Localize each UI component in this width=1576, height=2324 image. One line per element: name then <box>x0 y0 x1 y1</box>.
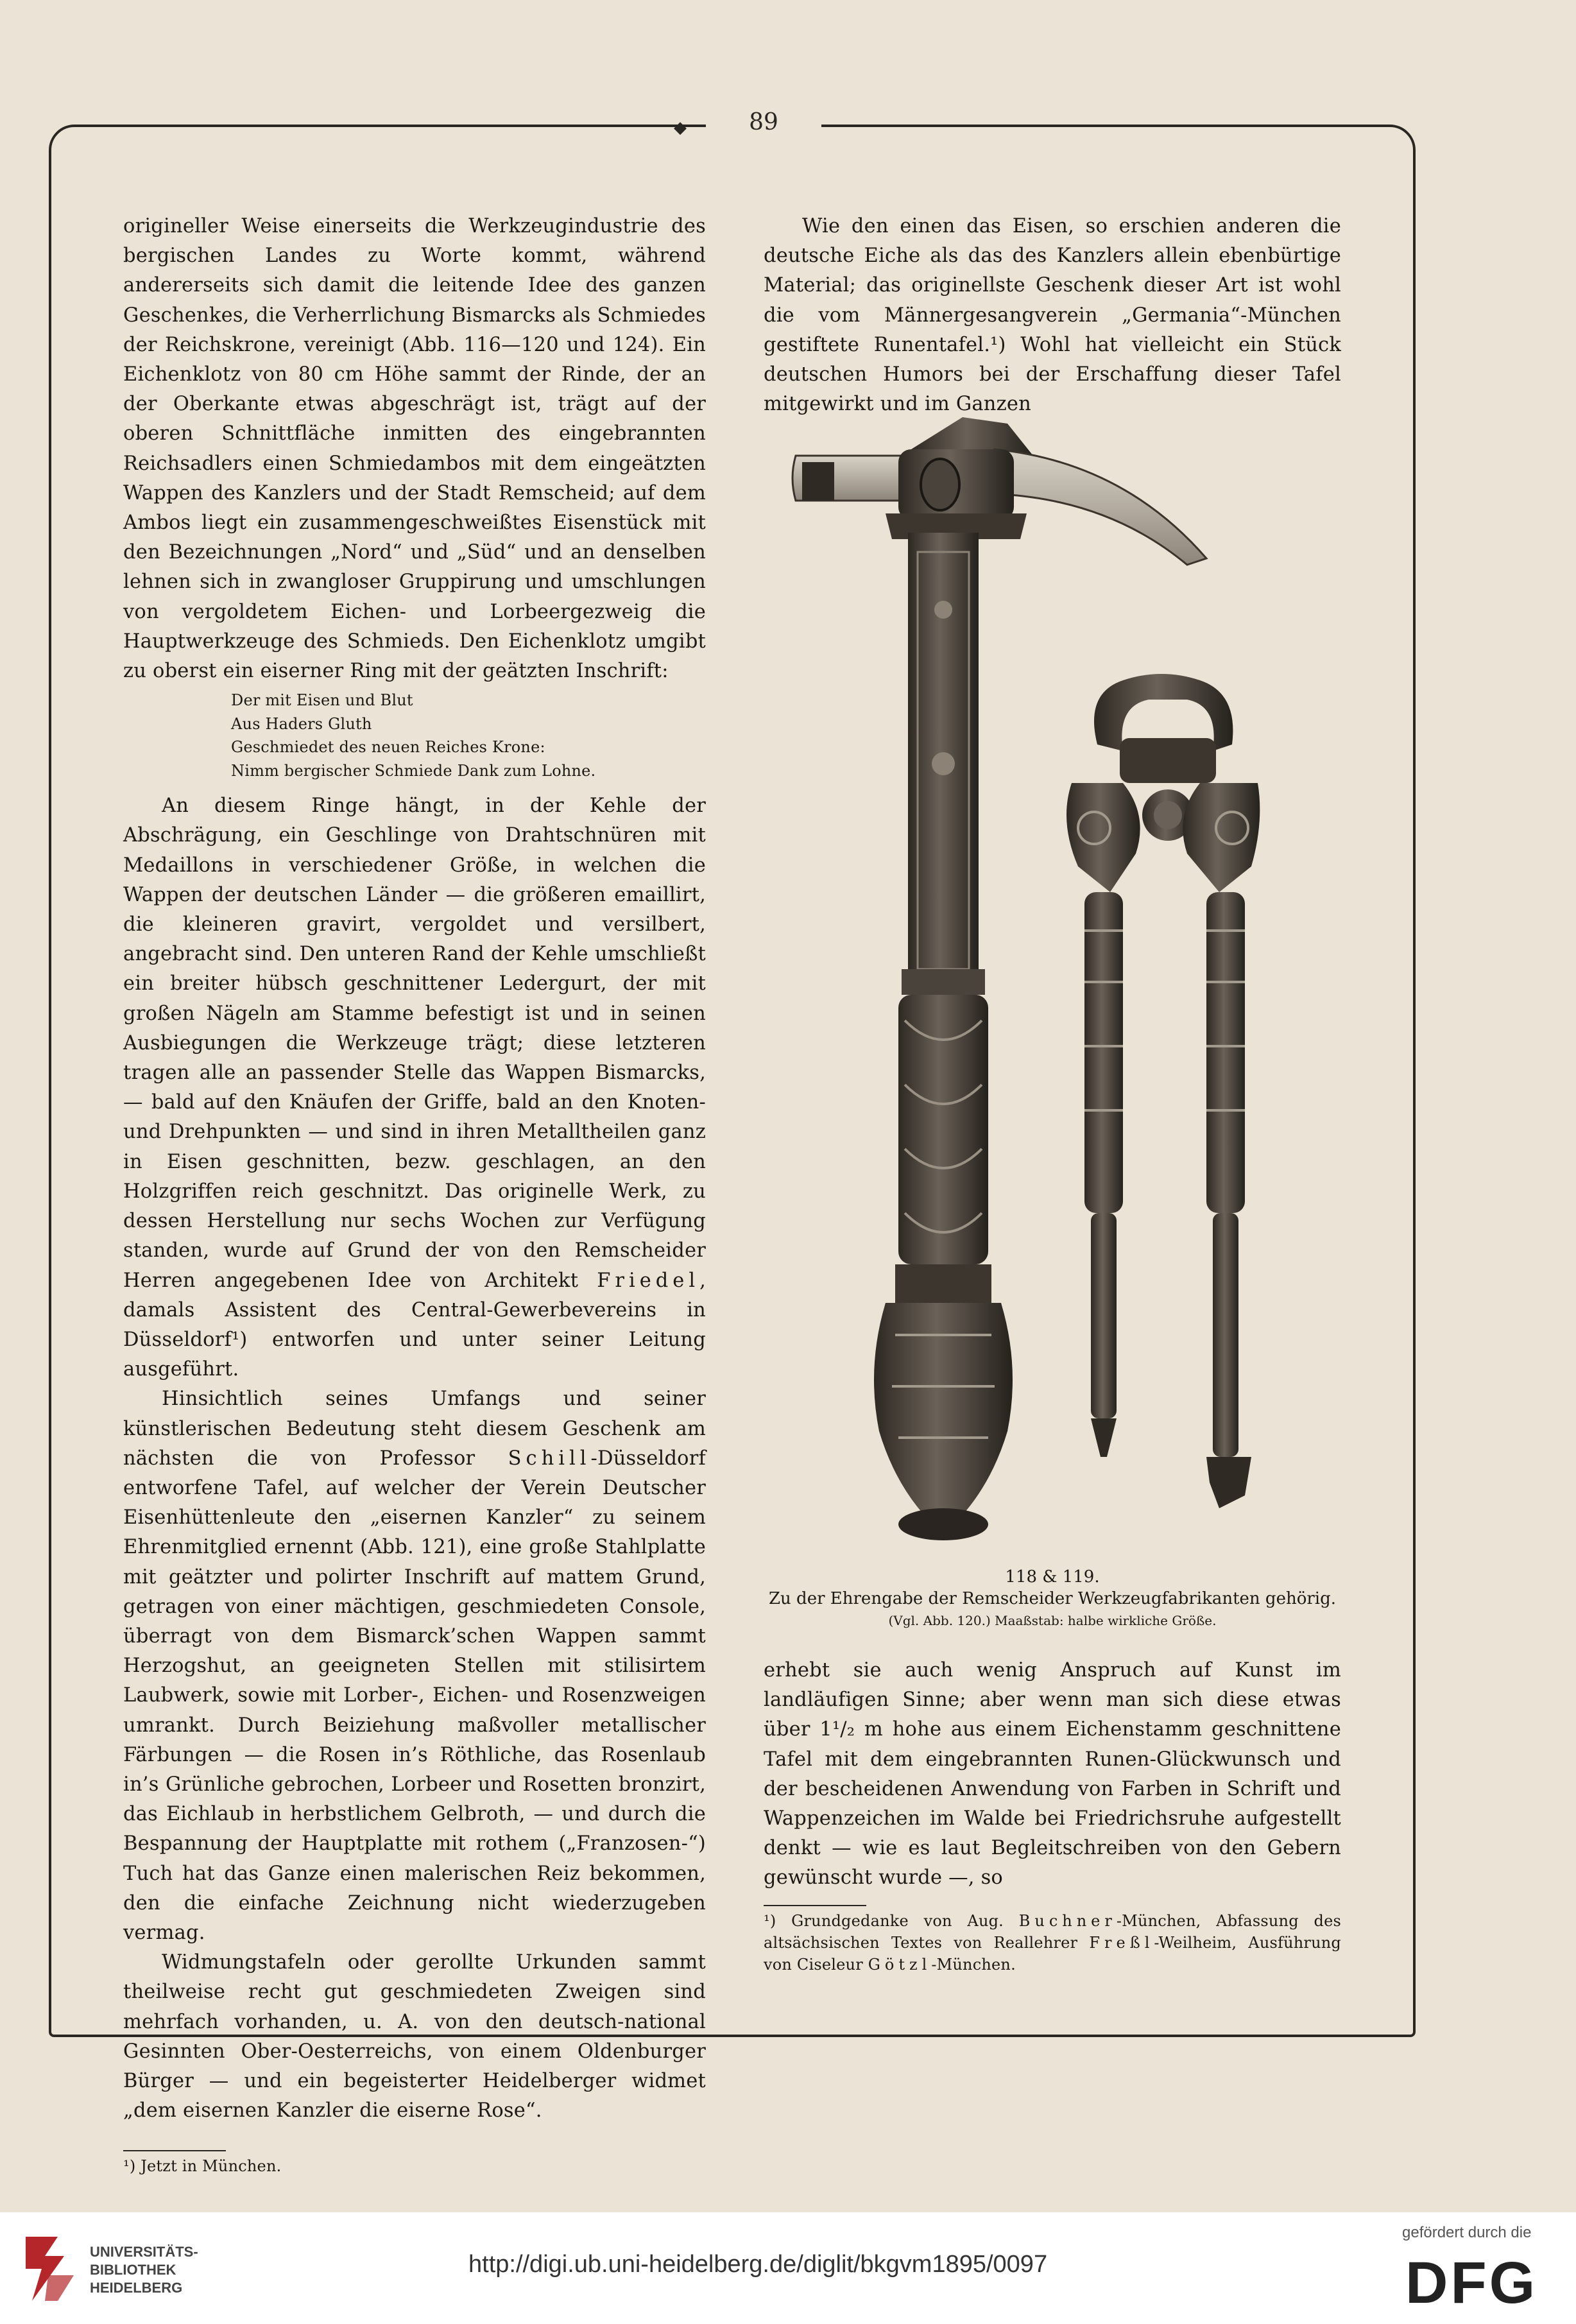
inscription-line: Geschmiedet des neuen Reiches Krone: <box>231 738 545 757</box>
figure-caption <box>764 1566 1341 1631</box>
text-run: ¹) Grundgedanke von Aug. <box>764 1911 1004 1930</box>
caption-subtext: (Vgl. Abb. 120.) Maaßstab: halbe wirkliche Größe. <box>888 1613 1217 1628</box>
text-run: An diesem Ringe hängt, in der Kehle der Abschrägung, ein Geschlinge von Drahtschnüren mit Medaillons in verschiedener Größe, in welchen die Wappen der deutschen Länder — die größeren emaillirt, die kleineren gravirt, vergoldet und versilbert, angebracht sind. Den unteren Rand der Kehle umschließt ein breiter hübsch geschnittener Ledergurt, der mit großen Nägeln am Stamme befestigt ist und in seinen Ausbiegungen die Werkzeuge trägt; diese letzteren tragen alle an passender Stelle das Wappen Bismarcks, — bald auf den Knäufen der Griffe, bald an den Knoten- und Drehpunkten — und sind in ihren Metalltheilen ganz in Eisen geschnitten, bezw. geschlagen, an den Holzgriffen reich geschnitzt. Das originelle Werk, zu dessen Herstellung nur sechs Wochen zur Verfügung standen, wurde auf Grund der von den Remscheider Herren angegebenen Idee von Architekt <box>123 795 706 1292</box>
text-run: -Weilheim, Ausführung von Ciseleur <box>764 1933 1341 1974</box>
paragraph: origineller Weise einerseits die Werkzeugindustrie des bergischen Landes zu Worte kommt, während andererseits sich damit die leitende Idee des ganzen Geschenkes, die Verherrlichung Bismarcks als Schmiedes der Reichskrone, vereinigt (Abb. 116—120 und 124). Ein Eichenklotz von 80 cm Höhe sammt der Rinde, der an der Oberkante etwas abgeschrägt ist, trägt auf der oberen Schnittfläche inmitten des eingebrannten Reichsadlers einen Schmiedambos mit dem eingeätzten Wappen des Kanzlers und der Stadt Remscheid; auf dem Ambos liegt ein zusammengeschweißtes Eisenstück mit den Bezeichnungen „Nord“ und „Süd“ und an denselben lehnen sich in zwangloser Gruppirung und umschlungen von vergoldetem Eichen- und Lorbeergezweig die Hauptwerkzeuge des Schmieds. Den Eichenklotz umgibt zu oberst ein eiserner Ring mit der geätzten Inschrift: <box>123 215 706 683</box>
funded-by-label: gefördert durch die <box>1402 2224 1532 2241</box>
paragraph: Wie den einen das Eisen, so erschien anderen die deutsche Eiche als das des Kanzlers allein ebenbürtige Material; das originellste Geschenk dieser Art ist wohl die vom Männergesangverein „Germania“-München gestiftete Runentafel.¹) Wohl hat vielleicht ein Stück deutschen Humors bei der Erschaffung dieser Tafel mitgewirkt und im Ganzen <box>764 215 1341 416</box>
text-run: -München, Abfassung des altsächsischen Textes von Reallehrer <box>764 1911 1341 1952</box>
dfg-logo: DFG <box>1405 2250 1538 2316</box>
inscription-line: Aus Haders Gluth <box>231 714 372 733</box>
paragraph: Widmungstafeln oder gerollte Urkunden sammt theilweise recht gut geschmiedeten Zweigen sind mehrfach vorhanden, u. A. von den deutsch-national Gesinnten Ober-Oesterreichs, von einem Oldenburger Bürger — und ein begeisterter Heidelberger widmet „dem eisernen Kanzler die eiserne Rose“. <box>123 1951 706 2122</box>
pliers-icon <box>1066 674 1260 1508</box>
inscription-line: Der mit Eisen und Blut <box>231 691 413 710</box>
footer-bar <box>0 2212 1576 2324</box>
footnote <box>764 1910 1341 1975</box>
person-name: Freßl <box>1089 1933 1154 1952</box>
person-name: Götzl <box>868 1955 932 1974</box>
library-name-line: BIBLIOTHEK <box>90 2262 176 2278</box>
library-name-line: UNIVERSITÄTS- <box>90 2244 198 2260</box>
caption-number: 118 & 119. <box>1005 1567 1100 1587</box>
page-number: 89 <box>706 109 821 135</box>
inscription <box>231 689 706 782</box>
footnote-rule <box>123 2150 226 2151</box>
figure-tools-illustration <box>789 404 1296 1553</box>
left-column <box>123 212 706 2177</box>
right-column-top <box>764 212 1341 419</box>
paragraph <box>123 1384 706 1948</box>
right-column-bottom <box>764 1656 1341 1975</box>
inscription-line: Nimm bergischer Schmiede Dank zum Lohne. <box>231 761 596 780</box>
source-url-link[interactable]: http://digi.ub.uni-heidelberg.de/diglit/bkgvm1895/0097 <box>468 2251 1048 2278</box>
caption-text: Zu der Ehrengabe der Remscheider Werkzeugfabrikanten gehörig. <box>768 1589 1337 1608</box>
text-run: -Düsseldorf entworfene Tafel, auf welcher der Verein Deutscher Eisenhüttenleute den „eisernen Kanzler“ zu seinem Ehrenmitglied ernennt (Abb. 121), eine große Stahlplatte mit geätzter und polirter Inschrift auf mattem Grund, getragen von einer mächtigen, geschmiedeten Console, überragt von dem Bismarck’schen Wappen sammt Herzogshut, an geeigneten Stellen mit stilisirtem Laubwerk, sowie mit Lorber-, Eichen- und Rosenzweigen umrankt. Durch Beiziehung maßvoller metallischer Färbungen — die Rosen in’s Röthliche, das Rosenlaub in’s Grünliche gebrochen, Lorbeer und Rosetten bronzirt, das Eichlaub in herbstlichem Gelbroth, — und durch die Bespannung der Hauptplatte mit rothem („Franzosen-“) Tuch hat das Ganze einen malerischen Reiz bekommen, den die einfache Zeichnung nicht wiederzugeben vermag. <box>123 1447 706 1944</box>
library-name <box>90 2243 198 2297</box>
library-name-line: HEIDELBERG <box>90 2280 183 2296</box>
text-run: Hinsichtlich seines Umfangs und seiner künstlerischen Bedeutung steht diesem Geschenk am nächsten die von Professor <box>123 1388 706 1470</box>
person-name: Friedel <box>597 1269 700 1292</box>
person-name: Schill <box>508 1447 591 1470</box>
person-name: Buchner <box>1018 1911 1117 1930</box>
rule-ornament-left: ◆ <box>674 118 687 137</box>
text-run: -München. <box>931 1955 1016 1974</box>
footnote: ¹) Jetzt in München. <box>123 2157 282 2176</box>
text-run: , damals Assistent des Central-Gewerbevereins in Düsseldorf¹) entworfen und unter seiner Leitung ausgeführt. <box>123 1269 706 1381</box>
paragraph <box>123 791 706 1384</box>
paragraph: erhebt sie auch wenig Anspruch auf Kunst im landläufigen Sinne; aber wenn man sich diese etwas über 1¹/₂ m hohe aus einem Eichenstamm geschnittene Tafel mit dem eingebrannten Runen-Glückwunsch und der bescheidenen Anwendung von Farben in Schrift und Wappenzeichen im Walde bei Friedrichsruhe aufgestellt denkt — wie es laut Begleitschreiben von den Gebern gewünscht wurde —, so <box>764 1659 1341 1889</box>
footnote-rule <box>764 1905 866 1906</box>
university-library-logo-icon <box>19 2230 77 2307</box>
hammer-icon <box>792 417 1206 1540</box>
